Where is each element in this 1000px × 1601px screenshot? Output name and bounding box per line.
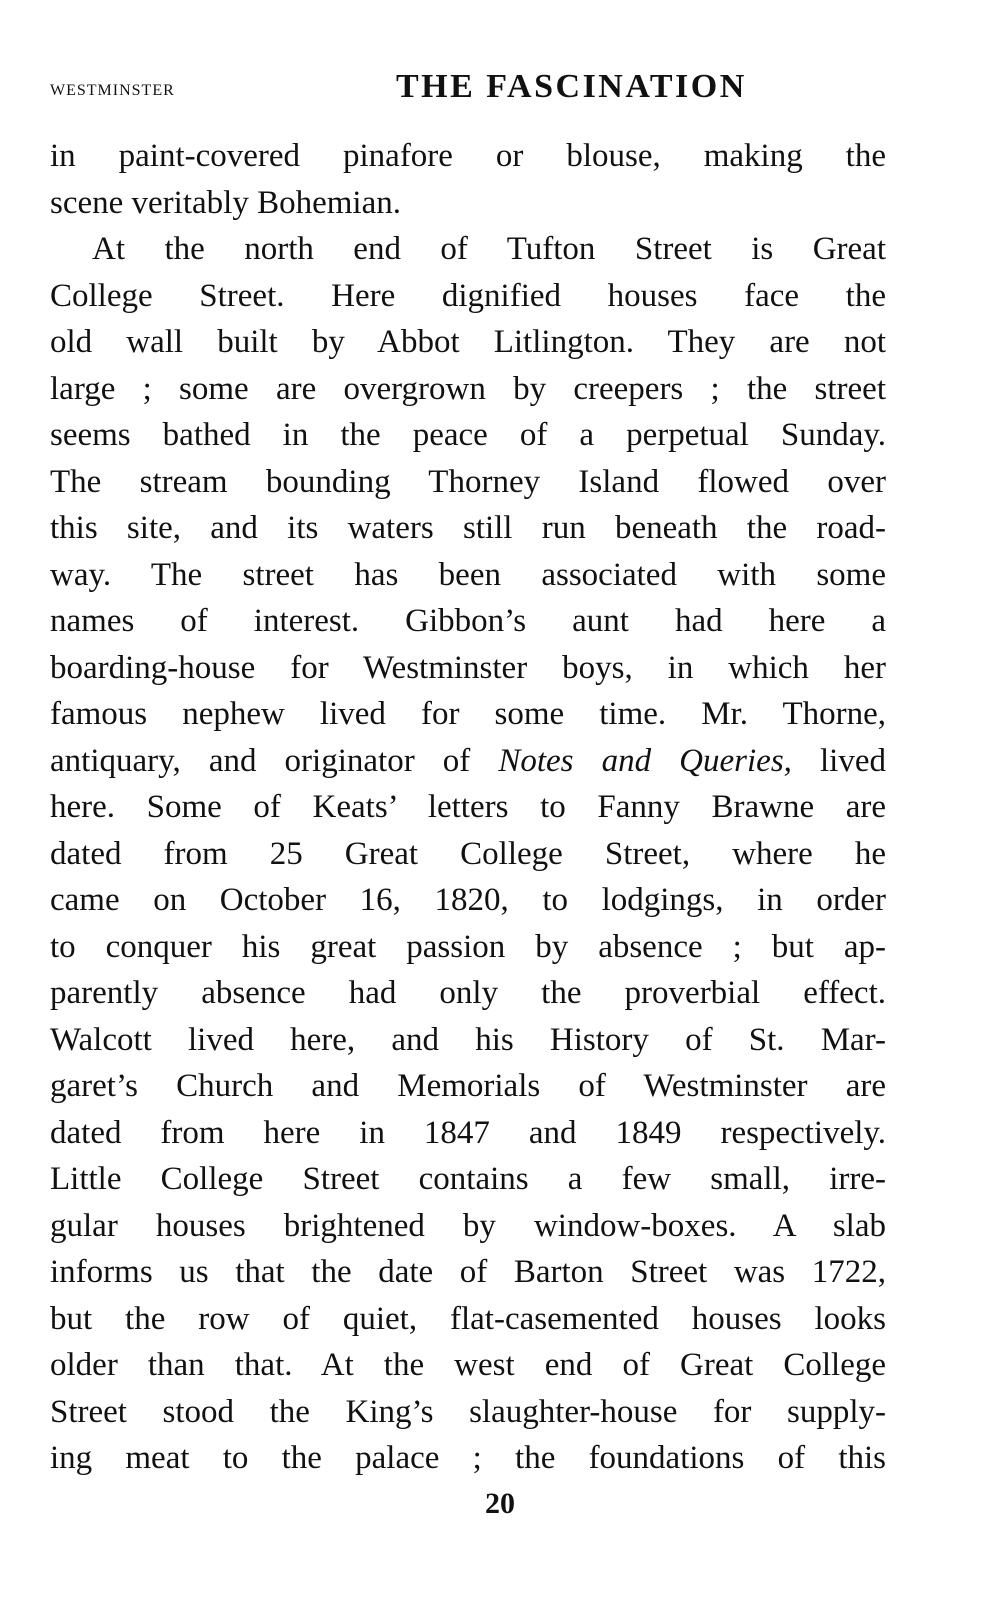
text-line: to conquer his great passion by absence ; but ap- [50,928,886,965]
text-line: informs us that the date of Barton Street was 1722, [50,1254,886,1290]
text-line: large ; some are overgrown by creepers ; the street [50,370,886,407]
text-line: way. The street has been associated with some [50,556,886,593]
running-head-section: WESTMINSTER [50,82,175,99]
text-line: famous nephew lived for some time. Mr. Thorne, [50,696,886,732]
page-number: 20 [485,1487,515,1520]
text-line: Walcott lived here, and his History of St. Mar- [50,1021,886,1058]
text-line: older than that. At the west end of Great College [50,1347,886,1383]
text-line: College Street. Here dignified houses face the [50,277,886,314]
text-line: dated from here in 1847 and 1849 respectively. [50,1114,886,1151]
text-line: old wall built by Abbot Litlington. They are not [50,324,886,360]
text-line: scene veritably Bohemian. [50,184,401,221]
text-line: names of interest. Gibbon’s aunt had here a [50,603,886,639]
text-run: lived [791,742,886,779]
text-line: dated from 25 Great College Street, where he [50,835,886,872]
text-line: here. Some of Keats’ letters to Fanny Brawne are [50,789,886,825]
running-head-title: THE FASCINATION [396,68,747,105]
text-line: garet’s Church and Memorials of Westminster are [50,1068,886,1104]
body-text [50,133,886,1482]
text-line: but the row of quiet, flat-casemented houses looks [50,1300,886,1337]
running-header [50,68,890,108]
text-line: this site, and its waters still run beneath the road- [50,510,886,546]
book-title-italic: Notes and Queries, [498,742,792,779]
text-line: ing meat to the palace ; the foundations of this [50,1440,886,1476]
text-line: The stream bounding Thorney Island flowed over [50,463,886,500]
text-run: antiquary, and originator of [50,742,499,779]
text-line: in paint-covered pinafore or blouse, making the [50,138,886,174]
text-line-notes-and-queries [50,738,886,785]
text-line: gular houses brightened by window-boxes. A slab [50,1207,886,1244]
text-line: Street stood the King’s slaughter-house for supply- [50,1393,886,1430]
text-line: At the north end of Tufton Street is Great [92,231,886,267]
text-line: boarding-house for Westminster boys, in which her [50,649,886,686]
text-line: seems bathed in the peace of a perpetual Sunday. [50,417,886,453]
text-line: parently absence had only the proverbial effect. [50,975,886,1011]
text-line: came on October 16, 1820, to lodgings, in order [50,882,886,918]
text-line: Little College Street contains a few small, irre- [50,1161,886,1197]
